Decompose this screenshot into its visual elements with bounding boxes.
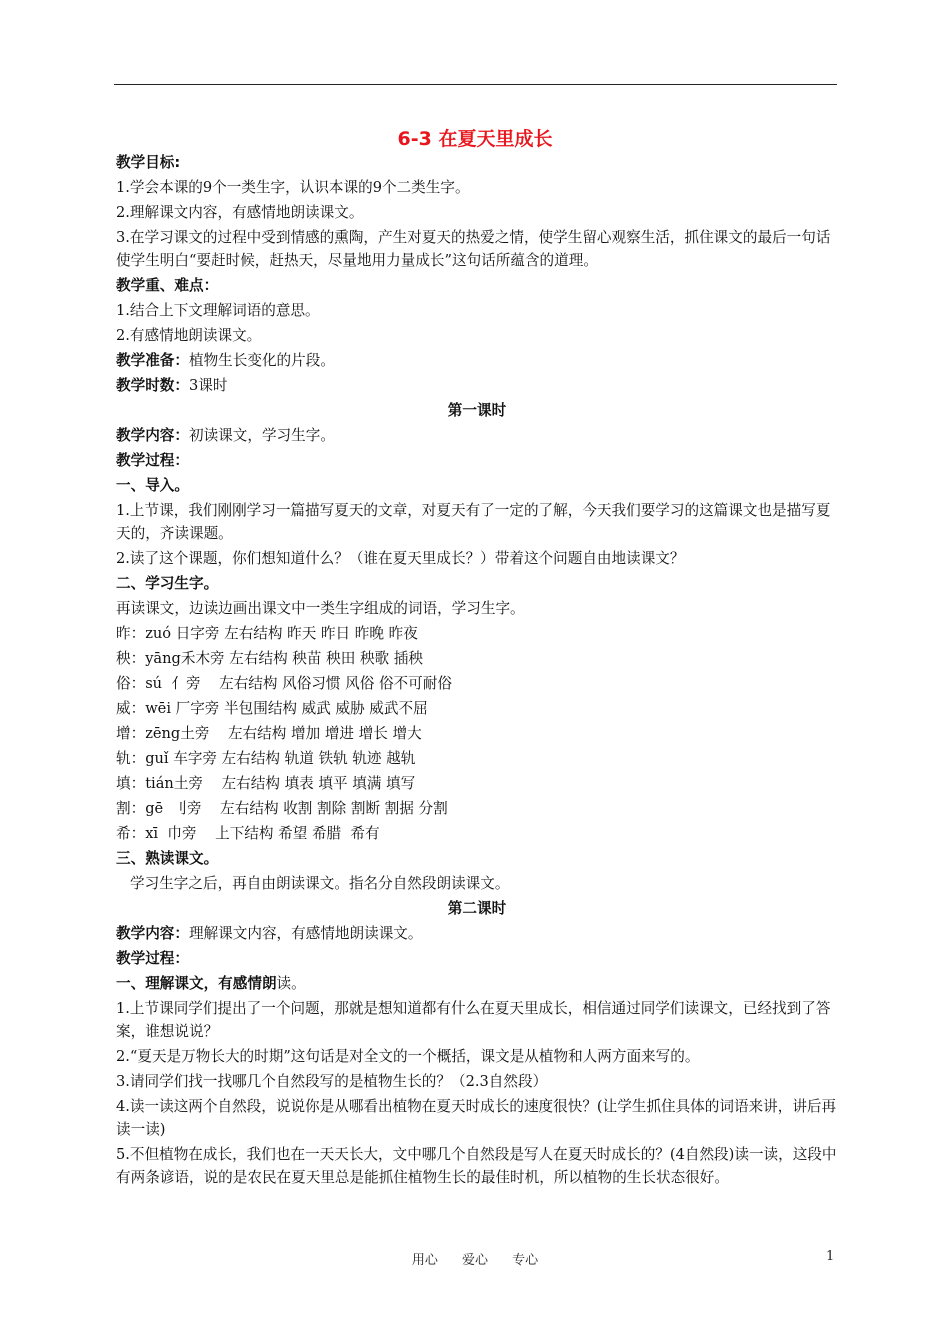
- lesson2-item: 4.读一读这两个自然段，说说你是从哪看出植物在夏天时成长的速度很快？(让学生抓住具体的词语来讲，讲后再读一读): [116, 1098, 837, 1138]
- character-row: 轨：guǐ 车字旁 左右结构 轨道 铁轨 轨迹 越轨: [116, 750, 416, 767]
- goal-item: 2.理解课文内容，有感情地朗读课文。: [116, 204, 364, 221]
- hours-text: 3课时: [188, 377, 228, 394]
- lesson1-content-line: [116, 423, 838, 448]
- page-number: 1: [826, 1249, 835, 1264]
- lesson2-content-text: 理解课文内容，有感情地朗读课文。: [188, 925, 423, 942]
- lesson1-section1-item: 2.读了这个课题，你们想知道什么？（谁在夏天里成长？）带着这个问题自由地读课文？: [116, 550, 685, 567]
- lesson1-content-label: 教学内容：: [116, 427, 189, 444]
- character-row: 希：xī 巾旁 上下结构 希望 希腊 希有: [116, 825, 380, 842]
- document-body: [116, 150, 838, 1190]
- lesson1-section1-item: 1.上节课，我们刚刚学习一篇描写夏天的文章，对夏天有了一定的了解，今天我们要学习的这篇课文也是描写夏天的，齐读课题。: [116, 502, 831, 542]
- character-row: 俗：sú 亻旁 左右结构 风俗习惯 风俗 俗不可耐俗: [116, 675, 452, 692]
- lesson1-content-text: 初读课文，学习生字。: [188, 427, 335, 444]
- lesson2-section1-heading-tail: 读。: [276, 975, 306, 992]
- prep-text: 植物生长变化的片段。: [188, 352, 335, 369]
- character-row: 增：zēng土旁 左右结构 增加 增进 增长 增大: [116, 725, 422, 742]
- lesson2-item: 5.不但植物在成长，我们也在一天天长大，文中哪几个自然段是写人在夏天时成长的？(4自然段)读一读，这段中有两条谚语，说的是农民在夏天里总是能抓住植物生长的最佳时机，所以植物的生长状态很好。: [116, 1146, 837, 1186]
- prep-label: 教学准备：: [116, 352, 189, 369]
- lesson2-section1-heading: [116, 971, 838, 996]
- lesson1-section2-intro: 再读课文，边读边画出课文中一类生字组成的词语，学习生字。: [116, 600, 525, 617]
- lesson1-process-label: 教学过程：: [116, 452, 189, 469]
- lesson2-item: 1.上节课同学们提出了一个问题，那就是想知道都有什么在夏天里成长，相信通过同学们读课文，已经找到了答案，谁想说说？: [116, 1000, 831, 1040]
- character-row: 填：tián土旁 左右结构 填表 填平 填满 填写: [116, 775, 416, 792]
- goals-label: 教学目标:: [116, 154, 181, 171]
- footer-text: 爱心: [461, 1253, 488, 1268]
- character-row: 昨：zuó 日字旁 左右结构 昨天 昨日 昨晚 昨夜: [116, 625, 418, 642]
- goal-item: 1.学会本课的9个一类生字，认识本课的9个二类生字。: [116, 179, 470, 196]
- character-row: 威：wēi 厂字旁 半包围结构 威武 威胁 威武不屈: [116, 700, 428, 717]
- character-row: 割：gē 刂旁 左右结构 收割 割除 割断 割据 分割: [116, 800, 448, 817]
- hours-line: [116, 373, 838, 398]
- goal-item: 3.在学习课文的过程中受到情感的熏陶，产生对夏天的热爱之情，使学生留心观察生活，抓住课文的最后一句话使学生明白“要赶时候，赶热天，尽量地用力量成长”这句话所蕴含的道理。: [116, 229, 831, 269]
- lesson1-section3-heading: 三、熟读课文。: [116, 850, 219, 867]
- lesson2-item: 3.请同学们找一找哪几个自然段写的是植物生长的？（2.3自然段）: [116, 1073, 548, 1090]
- header-rule: [114, 84, 837, 85]
- character-row: 秧：yāng禾木旁 左右结构 秧苗 秧田 秧歌 插秧: [116, 650, 423, 667]
- lesson2-heading: 第二课时: [447, 900, 507, 917]
- page-footer: [0, 1249, 950, 1268]
- key-point-item: 2.有感情地朗读课文。: [116, 327, 262, 344]
- lesson2-process-label: 教学过程：: [116, 950, 189, 967]
- lesson1-section2-heading: 二、学习生字。: [116, 575, 219, 592]
- lesson1-heading: 第一课时: [447, 402, 507, 419]
- lesson2-content-label: 教学内容：: [116, 925, 189, 942]
- key-points-label: 教学重、难点：: [116, 277, 219, 294]
- hours-label: 教学时数：: [116, 377, 189, 394]
- prep-line: [116, 348, 838, 373]
- page-title: 6-3 在夏天里成长: [397, 128, 553, 150]
- footer-text: 专心: [512, 1253, 539, 1268]
- lesson1-section3-text: 学习生字之后，再自由朗读课文。指名分自然段朗读课文。: [130, 875, 510, 892]
- lesson2-item: 2.“夏天是万物长大的时期”这句话是对全文的一个概括，课文是从植物和人两方面来写的。: [116, 1048, 700, 1065]
- key-point-item: 1.结合上下文理解词语的意思。: [116, 302, 320, 319]
- lesson2-section1-heading-bold: 一、理解课文，有感情朗: [116, 975, 277, 992]
- footer-text: 用心: [411, 1253, 438, 1268]
- lesson1-section1-heading: 一、导入。: [116, 477, 189, 494]
- lesson2-content-line: [116, 921, 838, 946]
